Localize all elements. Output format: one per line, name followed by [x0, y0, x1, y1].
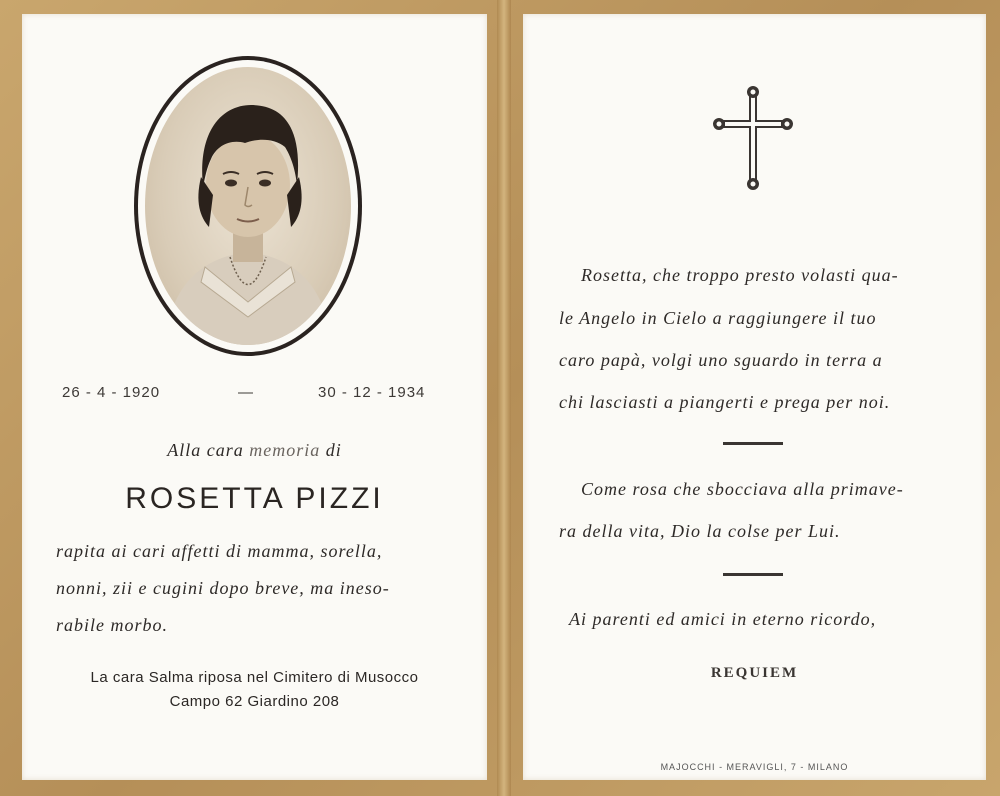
prayer-line: Rosetta, che troppo presto volasti qua- — [581, 265, 899, 285]
memoria-prefix: Alla cara — [167, 440, 244, 460]
divider — [723, 573, 783, 576]
left-panel — [22, 14, 487, 780]
card-fold — [497, 0, 511, 796]
death-date: 30 - 12 - 1934 — [318, 384, 426, 401]
memoria-highlight: memoria — [249, 440, 321, 460]
burial-plot: Campo 62 Giardino 208 — [169, 693, 340, 710]
burial-location: La cara Salma riposa nel Cimitero di Musocco — [90, 669, 419, 686]
body-line: rapita ai cari affetti di mamma, sorella, — [56, 541, 383, 561]
prayer-line: Come rosa che sbocciava alla primave- — [581, 479, 904, 499]
prayer-line: caro papà, volgi uno sguardo in terra a — [559, 350, 883, 370]
farewell-line: Ai parenti ed amici in eterno ricordo, — [569, 609, 877, 629]
body-line: nonni, zii e cugini dopo breve, ma ineso- — [56, 578, 390, 598]
portrait-frame — [134, 56, 362, 356]
deceased-name: ROSETTA PIZZI — [125, 482, 384, 515]
body-line: rabile morbo. — [56, 615, 168, 635]
portrait-illustration — [145, 67, 351, 345]
right-panel — [523, 14, 986, 780]
birth-date: 26 - 4 - 1920 — [62, 384, 161, 401]
memoria-suffix: di — [325, 440, 342, 460]
printer-credit: MAJOCCHI - MERAVIGLI, 7 - MILANO — [660, 762, 849, 772]
divider — [723, 442, 783, 445]
memoria-heading — [22, 440, 487, 461]
date-separator: — — [238, 384, 254, 401]
portrait-photo — [145, 67, 351, 345]
prayer-line: chi lasciasti a piangerti e prega per noi. — [559, 392, 891, 412]
prayer-line: le Angelo in Cielo a raggiungere il tuo — [559, 308, 877, 328]
prayer-line: ra della vita, Dio la colse per Lui. — [559, 521, 841, 541]
requiem-heading: REQUIEM — [710, 665, 799, 681]
cross-icon — [713, 84, 793, 192]
